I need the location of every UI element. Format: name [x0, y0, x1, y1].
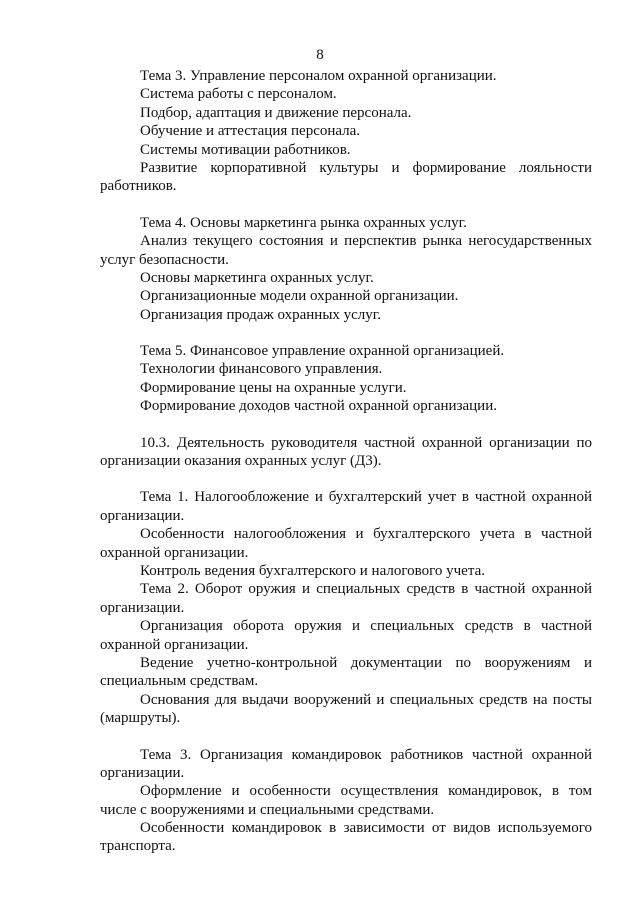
text-line: Система работы с персоналом.: [140, 86, 337, 103]
text-line: Анализ текущего состояния и перспектив рынка негосударственных: [140, 233, 592, 250]
text-line: Оформление и особенности осуществления командировок, в том: [140, 783, 592, 800]
text-line: Контроль ведения бухгалтерского и налогового учета.: [140, 562, 485, 579]
text-line: организации.: [100, 764, 185, 781]
text-line: транспорта.: [100, 838, 176, 855]
text-line: Тема 3. Организация командировок работников частной охранной: [140, 746, 592, 763]
text-line: Основания для выдачи вооружений и специальных средств на посты: [140, 691, 592, 708]
paragraph-gap: [100, 416, 592, 434]
text-line: Системы мотивации работников.: [140, 141, 351, 158]
text-line: охранной организации.: [100, 544, 249, 561]
text-line: Тема 5. Финансовое управление охранной организацией.: [140, 343, 505, 360]
text-line: Формирование цены на охранные услуги.: [140, 379, 407, 396]
text-line: охранной организации.: [100, 636, 249, 653]
text-line: Развитие корпоративной культуры и формирование лояльности: [140, 159, 592, 176]
text-line: числе с вооружениями и специальными средствами.: [100, 801, 435, 818]
text-line: работников.: [100, 178, 177, 195]
text-line: Тема 3. Управление персоналом охранной организации.: [140, 68, 497, 84]
text-line: Особенности налогообложения и бухгалтерского учета в частной: [140, 526, 592, 543]
text-line: Тема 1. Налогообложение и бухгалтерский учет в частной охранной: [140, 489, 592, 506]
text-line: Тема 4. Основы маркетинга рынка охранных услуг.: [140, 214, 467, 231]
text-line: Организация продаж охранных услуг.: [140, 306, 382, 323]
text-line: услуг безопасности.: [100, 251, 229, 268]
text-line: Формирование доходов частной охранной организации.: [140, 398, 497, 415]
text-line: Тема 2. Оборот оружия и специальных средств в частной охранной: [140, 581, 592, 598]
text-line: Технологии финансового управления.: [140, 361, 383, 378]
text-line: Основы маркетинга охранных услуг.: [140, 269, 374, 286]
text-line: организации оказания охранных услуг (Д3).: [100, 453, 382, 470]
text-line: 10.3. Деятельность руководителя частной охранной организации по: [140, 434, 592, 451]
paragraph-gap: [100, 470, 592, 488]
text-line: Обучение и аттестация персонала.: [140, 123, 361, 140]
text-line: Организация оборота оружия и специальных средств в частной: [140, 618, 592, 635]
text-line: (маршруты).: [100, 710, 181, 727]
page-number: 8: [316, 47, 324, 63]
text-line: Ведение учетно-контрольной документации по вооружениям и: [140, 654, 592, 671]
text-line: Особенности командировок в зависимости от видов используемого: [140, 820, 592, 837]
text-line: Организационные модели охранной организации.: [140, 288, 459, 305]
paragraph-gap: [100, 728, 592, 746]
text-line: организации.: [100, 507, 185, 524]
text-line: Подбор, адаптация и движение персонала.: [140, 104, 412, 121]
paragraph-gap: [100, 324, 592, 342]
paragraph-gap: [100, 196, 592, 214]
document-body: [100, 67, 592, 856]
text-line: специальным средствам.: [100, 673, 259, 690]
text-line: организации.: [100, 599, 185, 616]
